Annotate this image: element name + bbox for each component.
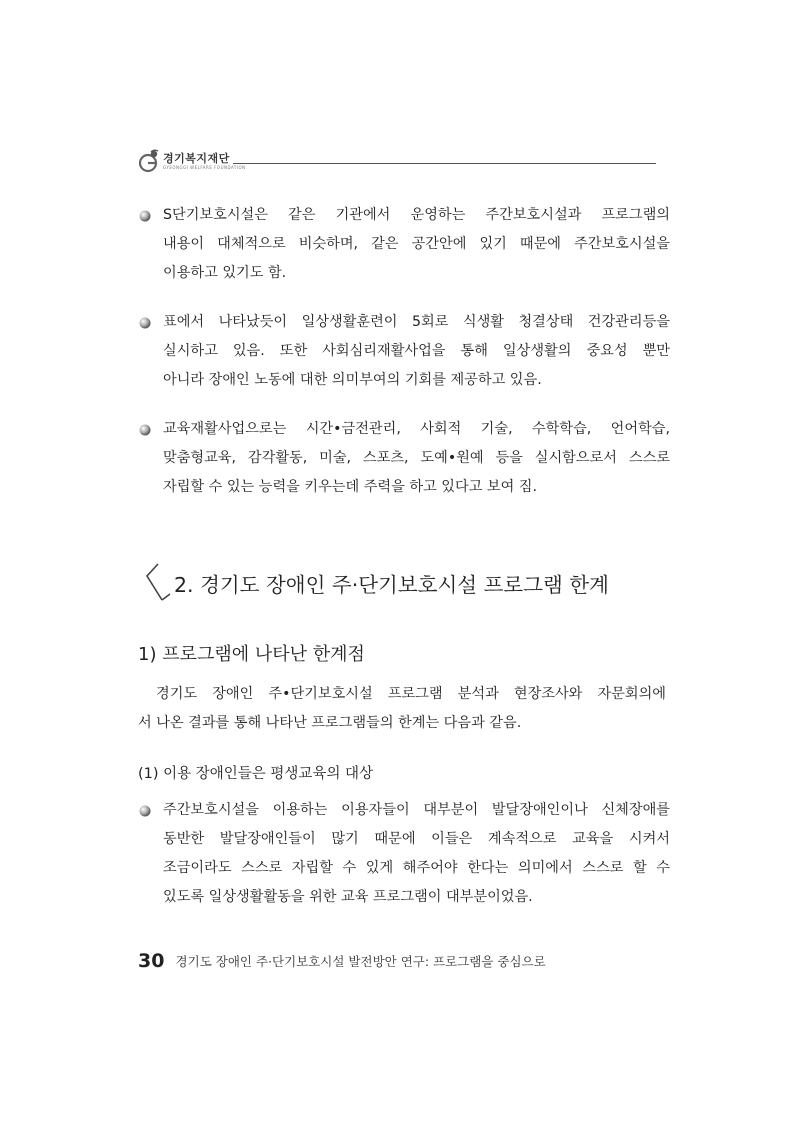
subsection-title: 1) 프로그램에 나타난 한계점 — [138, 644, 365, 665]
bracket-marker-icon — [144, 560, 178, 606]
bullet-line: 있도록 일상생활활동을 위한 교육 프로그램이 대부분이었음. — [163, 889, 533, 905]
bullet-line: 표에서 나타났듯이 일상생활훈련이 5회로 식생활 청결상태 건강관리등을 — [163, 314, 670, 330]
bullet-line: 맞춤형교육, 감각활동, 미술, 스포츠, 도예•원예 등을 실시함으로서 스스로 — [163, 450, 670, 466]
sphere-bullet-icon — [138, 804, 152, 818]
org-name: 경기복지재단 — [163, 152, 230, 165]
bullet-line: 동반한 발달장애인들이 많기 때문에 이들은 계속적으로 교육을 시켜서 — [163, 831, 670, 847]
bullet-line: 아니라 장애인 노동에 대한 의미부여의 기회를 제공하고 있음. — [163, 372, 542, 388]
bullet-line: 주간보호시설을 이용하는 이용자들이 대부분이 발달장애인이나 신체장애를 — [163, 802, 670, 818]
org-subtitle: GYEONGGI WELFARE FOUNDATION — [163, 165, 246, 170]
bullet-line: 이용하고 있기도 함. — [163, 265, 287, 281]
paragraph-line: 경기도 장애인 주•단기보호시설 프로그램 분석과 현장조사와 자문회의에 — [156, 686, 666, 702]
bullet-line: 내용이 대체적으로 비슷하며, 같은 공간안에 있기 때문에 주간보호시설을 — [163, 236, 670, 252]
paragraph-line: 서 나온 결과를 통해 나타난 프로그램들의 한계는 다음과 같음. — [138, 715, 522, 731]
bullet-line: 자립할 수 있는 능력을 키우는데 주력을 하고 있다고 보여 짐. — [163, 479, 538, 495]
bullet-line: 교육재활사업으로는 시간•금전관리, 사회적 기술, 수학학습, 언어학습, — [163, 421, 670, 437]
running-title: 경기도 장애인 주·단기보호시설 발전방안 연구: 프로그램을 중심으로 — [175, 954, 546, 969]
header-rule — [233, 163, 656, 164]
bullet-item — [138, 201, 670, 288]
section-heading — [144, 560, 664, 606]
section-title: 2. 경기도 장애인 주·단기보호시설 프로그램 한계 — [174, 573, 609, 597]
bullet-item — [138, 415, 670, 502]
bullet-line: 조금이라도 스스로 자립할 수 있게 해주어야 한다는 의미에서 스스로 할 수 — [163, 860, 670, 876]
gyeonggi-logo-icon — [138, 148, 160, 174]
sphere-bullet-icon — [138, 209, 152, 223]
page-footer — [138, 950, 546, 972]
bullet-line: 실시하고 있음. 또한 사회심리재활사업을 통해 일상생활의 중요성 뿐만 — [163, 343, 670, 359]
page-number: 30 — [138, 950, 165, 972]
bullet-item — [138, 796, 670, 912]
item-title: (1) 이용 장애인들은 평생교육의 대상 — [138, 766, 374, 782]
body-paragraph — [138, 680, 666, 738]
sphere-bullet-icon — [138, 316, 152, 330]
bullet-line: S단기보호시설은 같은 기관에서 운영하는 주간보호시설과 프로그램의 — [163, 207, 670, 223]
bullet-item — [138, 308, 670, 395]
sphere-bullet-icon — [138, 423, 152, 437]
page-header — [138, 148, 656, 178]
